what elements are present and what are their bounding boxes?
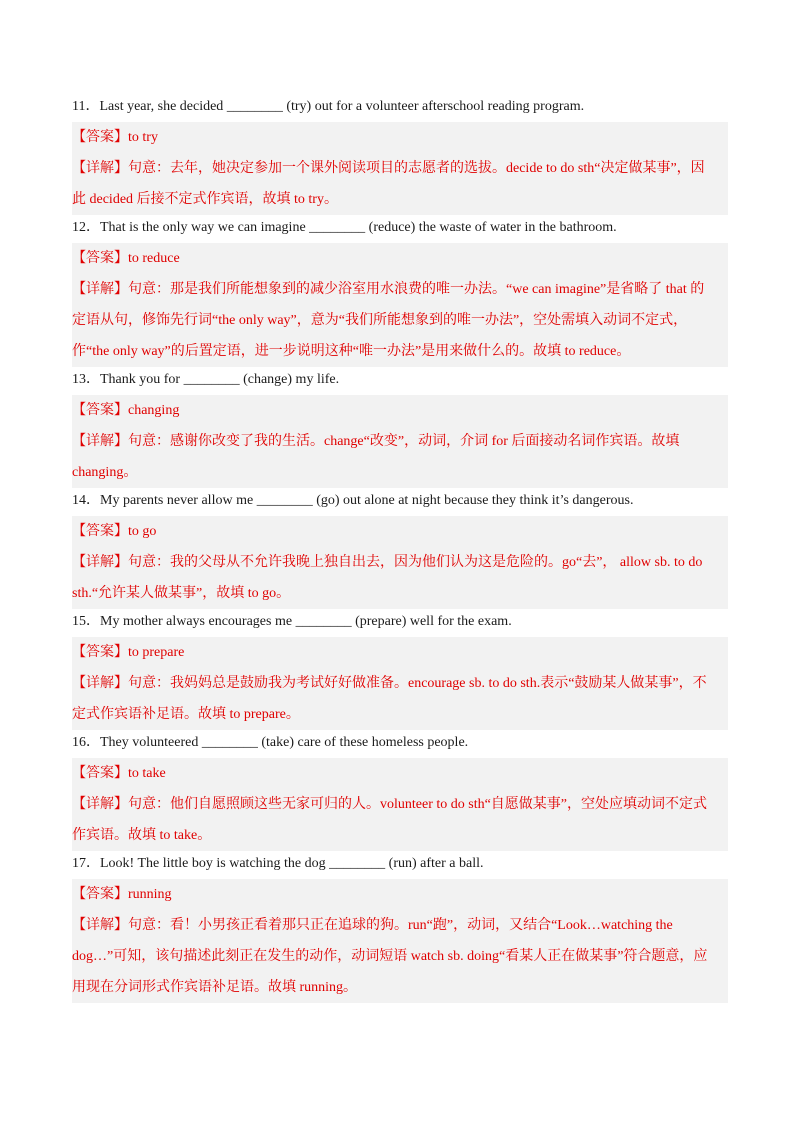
- detail-line: [72, 578, 728, 609]
- question-number: 13．: [72, 372, 100, 387]
- answer-tag: 【答案】: [72, 766, 128, 781]
- detail-tag: 【详解】: [72, 434, 128, 449]
- detail-line: [72, 305, 728, 336]
- answer-blank: ________: [329, 856, 386, 871]
- question-text: [72, 367, 728, 395]
- answer-value: to try: [128, 130, 158, 145]
- question-text: [72, 730, 728, 758]
- question-number: 15．: [72, 614, 100, 629]
- question-text: [72, 488, 728, 516]
- detail-text: 句意：感谢你改变了我的生活。change“改变”，动词，介词 for 后面接动名词作宾语。故填: [128, 434, 680, 449]
- question-number: 17．: [72, 856, 100, 871]
- answer-box: [72, 243, 728, 367]
- detail-line: [72, 972, 728, 1003]
- detail-line: [72, 547, 728, 578]
- detail-tag: 【详解】: [72, 161, 128, 176]
- detail-line: [72, 457, 728, 488]
- answer-value: running: [128, 887, 172, 902]
- answer-line: [72, 516, 728, 547]
- detail-tag: 【详解】: [72, 797, 128, 812]
- answer-blank: ________: [201, 735, 258, 750]
- answer-blank: ________: [256, 493, 313, 508]
- detail-tag: 【详解】: [72, 282, 128, 297]
- question-before: That is the only way we can imagine: [100, 220, 310, 235]
- answer-tag: 【答案】: [72, 403, 128, 418]
- question-list: [72, 94, 728, 1003]
- answer-line: [72, 122, 728, 153]
- answer-line: [72, 243, 728, 274]
- answer-tag: 【答案】: [72, 645, 128, 660]
- question-number: 11．: [72, 99, 100, 114]
- question-text: [72, 851, 728, 879]
- answer-box: [72, 758, 728, 851]
- answer-tag: 【答案】: [72, 251, 128, 266]
- answer-line: [72, 879, 728, 910]
- detail-line: [72, 699, 728, 730]
- answer-box: [72, 122, 728, 215]
- answer-line: [72, 395, 728, 426]
- question-before: Last year, she decided: [99, 99, 227, 114]
- question-number: 14．: [72, 493, 100, 508]
- detail-tag: 【详解】: [72, 555, 128, 570]
- answer-value: to take: [128, 766, 166, 781]
- question-before: Thank you for: [100, 372, 184, 387]
- detail-line: [72, 274, 728, 305]
- detail-line: [72, 668, 728, 699]
- detail-text: 句意：去年，她决定参加一个课外阅读项目的志愿者的选拔。decide to do sth“决定做某事”，因: [128, 161, 705, 176]
- answer-value: changing: [128, 403, 180, 418]
- detail-line: [72, 426, 728, 457]
- detail-text: 此 decided 后接不定式作宾语，故填 to try。: [72, 192, 338, 207]
- detail-text: 作“the only way”的后置定语，进一步说明这种“唯一办法”是用来做什么的。故填 to reduce。: [72, 344, 631, 359]
- answer-box: [72, 516, 728, 609]
- detail-line: [72, 820, 728, 851]
- question-after: (take) care of these homeless people.: [257, 735, 469, 750]
- question-before: My mother always encourages me: [100, 614, 296, 629]
- detail-text: 用现在分词形式作宾语补足语。故填 running。: [72, 980, 358, 995]
- detail-line: [72, 153, 728, 184]
- detail-tag: 【详解】: [72, 918, 128, 933]
- detail-text: dog…”可知，该句描述此刻正在发生的动作，动词短语 watch sb. doing“看某人正在做某事”符合题意，应: [72, 949, 708, 964]
- answer-line: [72, 637, 728, 668]
- question-text: [72, 215, 728, 243]
- question-after: (prepare) well for the exam.: [351, 614, 512, 629]
- detail-text: 句意：我妈妈总是鼓励我为考试好好做准备。encourage sb. to do sth.表示“鼓励某人做某事”，不: [128, 676, 707, 691]
- answer-blank: ________: [309, 220, 366, 235]
- detail-text: 定语从句，修饰先行词“the only way”，意为“我们所能想象到的唯一办法”，空处需填入动词不定式，: [72, 313, 688, 328]
- detail-line: [72, 184, 728, 215]
- answer-value: to prepare: [128, 645, 185, 660]
- detail-tag: 【详解】: [72, 676, 128, 691]
- question-text: [72, 94, 728, 122]
- question-after: (run) after a ball.: [385, 856, 484, 871]
- answer-tag: 【答案】: [72, 524, 128, 539]
- detail-text: sth.“允许某人做某事”，故填 to go。: [72, 586, 291, 601]
- answer-blank: ________: [183, 372, 240, 387]
- question-before: They volunteered: [100, 735, 202, 750]
- question-number: 12．: [72, 220, 100, 235]
- question-after: (change) my life.: [239, 372, 340, 387]
- detail-text: 句意：那是我们所能想象到的减少浴室用水浪费的唯一办法。“we can imagine”是省略了 that 的: [128, 282, 705, 297]
- answer-box: [72, 395, 728, 488]
- answer-value: to reduce: [128, 251, 180, 266]
- detail-text: 句意：我的父母从不允许我晚上独自出去，因为他们认为这是危险的。go“去”， allow sb. to do: [128, 555, 703, 570]
- answer-tag: 【答案】: [72, 130, 128, 145]
- detail-text: 句意：他们自愿照顾这些无家可归的人。volunteer to do sth“自愿做某事”，空处应填动词不定式: [128, 797, 708, 812]
- answer-blank: ________: [226, 99, 283, 114]
- detail-line: [72, 789, 728, 820]
- answer-line: [72, 758, 728, 789]
- answer-blank: ________: [295, 614, 352, 629]
- answer-tag: 【答案】: [72, 887, 128, 902]
- detail-line: [72, 336, 728, 367]
- answer-value: to go: [128, 524, 157, 539]
- detail-line: [72, 910, 728, 941]
- question-before: My parents never allow me: [100, 493, 257, 508]
- answer-box: [72, 637, 728, 730]
- detail-text: changing。: [72, 465, 138, 480]
- detail-line: [72, 941, 728, 972]
- answer-box: [72, 879, 728, 1003]
- detail-text: 句意：看！小男孩正看着那只正在追球的狗。run“跑”，动词，又结合“Look…watching the: [128, 918, 673, 933]
- detail-text: 作宾语。故填 to take。: [72, 828, 212, 843]
- question-text: [72, 609, 728, 637]
- detail-text: 定式作宾语补足语。故填 to prepare。: [72, 707, 300, 722]
- question-number: 16．: [72, 735, 100, 750]
- question-after: (go) out alone at night because they think it’s dangerous.: [312, 493, 634, 508]
- question-before: Look! The little boy is watching the dog: [100, 856, 330, 871]
- question-after: (reduce) the waste of water in the bathroom.: [365, 220, 617, 235]
- question-after: (try) out for a volunteer afterschool reading program.: [282, 99, 585, 114]
